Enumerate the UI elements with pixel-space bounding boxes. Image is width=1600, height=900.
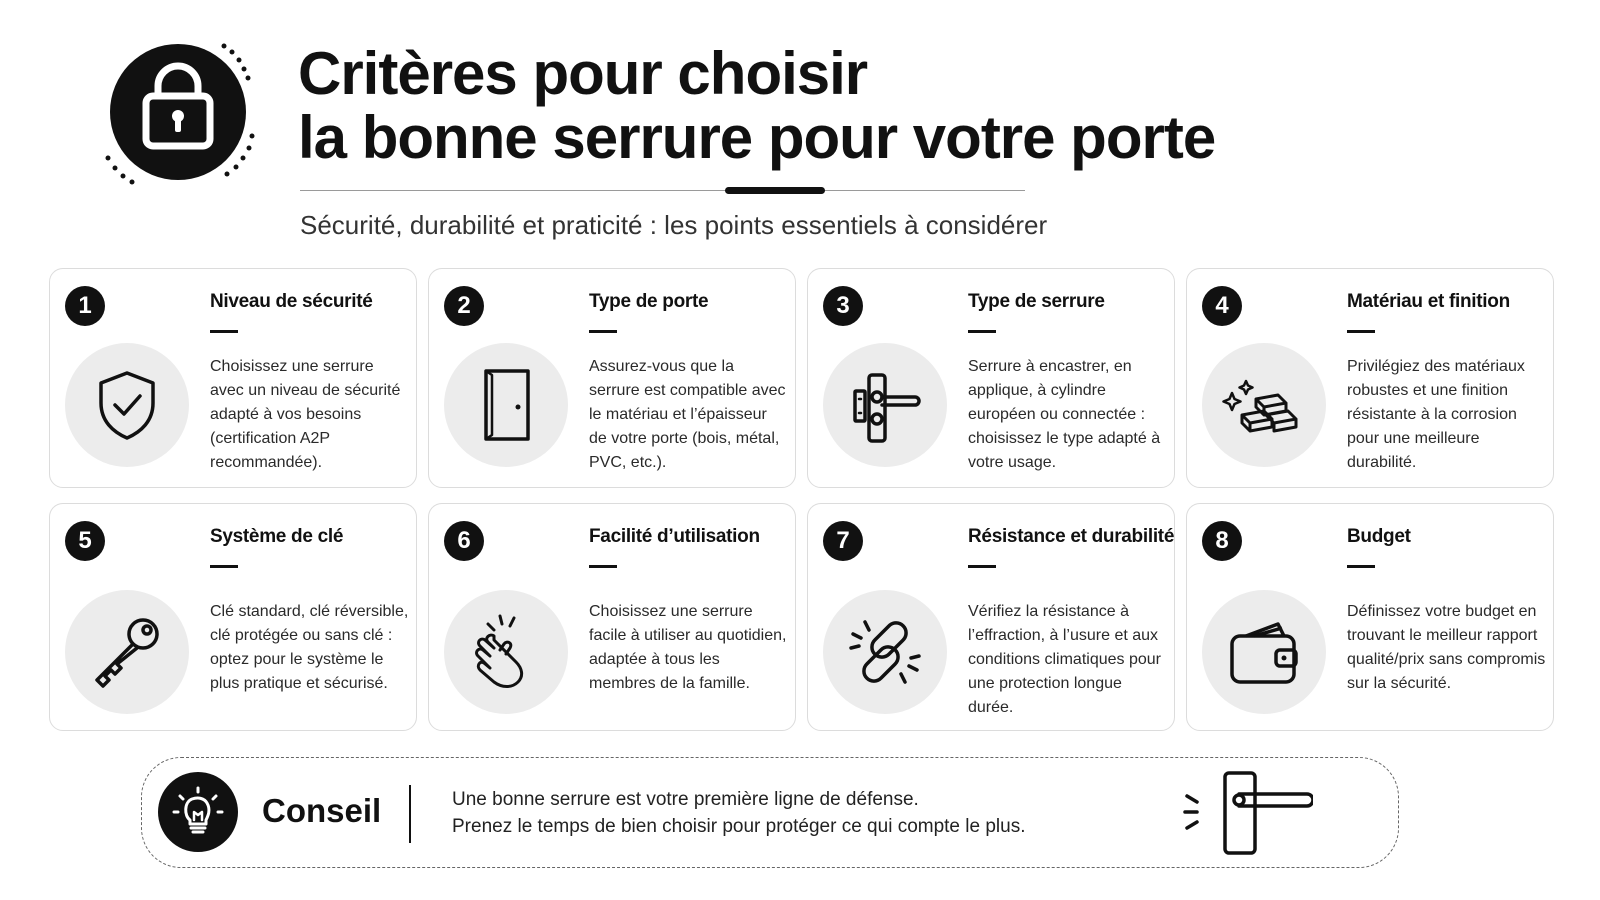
criterion-card-2 [428, 268, 796, 488]
card-icon-circle [1202, 343, 1326, 467]
card-title-underline [968, 330, 996, 333]
tip-line-2: Prenez le temps de bien choisir pour protéger ce qui compte le plus. [452, 816, 1026, 837]
card-title-underline [210, 565, 238, 568]
tip-line-1: Une bonne serrure est votre première ligne de défense. [452, 789, 919, 810]
card-title: Niveau de sécurité [210, 291, 373, 312]
card-title: Budget [1347, 526, 1411, 547]
card-description: Assurez-vous que la serrure est compatible avec le matériau et l’épaisseur de votre porte (bois, métal, PVC, etc.). [589, 358, 786, 471]
title-divider [300, 190, 1025, 191]
card-title: Facilité d’utilisation [589, 526, 760, 547]
criterion-card-4 [1186, 268, 1554, 488]
card-title: Type de porte [589, 291, 709, 312]
padlock-icon [100, 36, 260, 196]
card-icon-circle [444, 343, 568, 467]
card-description: Clé standard, clé réversible, clé protégée ou sans clé : optez pour le système le plus pratique et sécurisé. [210, 603, 409, 692]
tip-separator [409, 785, 411, 843]
page-subtitle: Sécurité, durabilité et praticité : les points essentiels à considérer [300, 210, 1048, 240]
title-divider-accent [725, 187, 825, 194]
criterion-card-3 [807, 268, 1175, 488]
card-icon-circle [1202, 590, 1326, 714]
card-description: Choisissez une serrure avec un niveau de sécurité adapté à vos besoins (certification A2P recommandée). [210, 358, 401, 471]
metal-bars-icon [1222, 363, 1306, 447]
card-title-underline [1347, 330, 1375, 333]
card-number: 5 [65, 521, 105, 561]
card-icon-circle [65, 343, 189, 467]
criterion-card-1 [49, 268, 417, 488]
page-title-line1: Critères pour choisir [298, 40, 868, 107]
criteria-grid [49, 268, 1555, 731]
card-title: Type de serrure [968, 291, 1105, 312]
page-title-line2: la bonne serrure pour votre porte [298, 104, 1216, 171]
lightbulb-icon [170, 784, 226, 840]
card-description: Choisissez une serrure facile à utiliser au quotidien, adaptée à tous les membres de la famille. [589, 603, 787, 692]
key-icon [85, 610, 169, 694]
shield-check-icon [85, 363, 169, 447]
card-icon-circle [65, 590, 189, 714]
tip-label: Conseil [262, 792, 382, 829]
card-title-underline [589, 330, 617, 333]
card-description: Serrure à encastrer, en applique, à cylindre européen ou connectée : choisissez le type adapté à votre usage. [968, 358, 1161, 471]
card-number: 6 [444, 521, 484, 561]
chain-link-icon [843, 610, 927, 694]
wallet-icon [1222, 610, 1306, 694]
criterion-card-8 [1186, 503, 1554, 731]
criterion-card-6 [428, 503, 796, 731]
card-description: Vérifiez la résistance à l’effraction, à l’usure et aux conditions climatiques pour une protection longue durée. [968, 603, 1161, 716]
tip-text [452, 786, 1025, 840]
card-title-underline [589, 565, 617, 568]
card-icon-circle [823, 343, 947, 467]
door-handle-lock-icon [843, 363, 927, 447]
card-number: 8 [1202, 521, 1242, 561]
card-title: Système de clé [210, 526, 344, 547]
tip-icon-circle [158, 772, 238, 852]
card-icon-circle [823, 590, 947, 714]
criterion-card-7 [807, 503, 1175, 731]
card-number: 3 [823, 286, 863, 326]
door-handle-icon [1183, 770, 1313, 856]
card-title-underline [210, 330, 238, 333]
card-title-underline [968, 565, 996, 568]
hand-tap-icon [464, 610, 548, 694]
card-description: Privilégiez des matériaux robustes et une finition résistante à la corrosion pour une meilleure durabilité. [1347, 358, 1525, 471]
card-title-underline [1347, 565, 1375, 568]
door-icon [464, 363, 548, 447]
card-description: Définissez votre budget en trouvant le meilleur rapport qualité/prix sans compromis sur la sécurité. [1347, 603, 1546, 692]
card-title: Résistance et durabilité [968, 526, 1175, 547]
criterion-card-5 [49, 503, 417, 731]
card-number: 2 [444, 286, 484, 326]
card-number: 4 [1202, 286, 1242, 326]
card-number: 7 [823, 521, 863, 561]
card-number: 1 [65, 286, 105, 326]
page-title [298, 42, 1215, 170]
card-icon-circle [444, 590, 568, 714]
card-title: Matériau et finition [1347, 291, 1510, 312]
